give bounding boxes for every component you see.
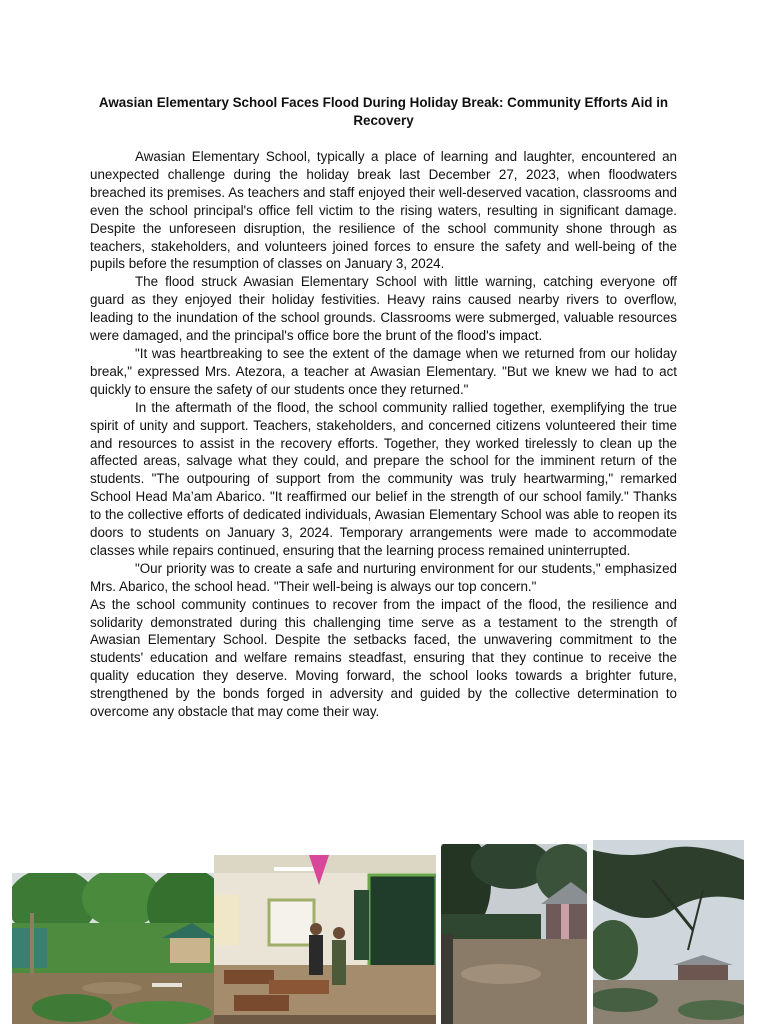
paragraph-2: The flood struck Awasian Elementary School with little warning, catching everyone off guard as they enjoyed their holiday festivities. Heavy rains caused nearby rivers to overflow, leading to the inundation of the school grounds. Classrooms were submerged, valuable resources were damaged, and the principal's office bore the brunt of the flood's impact. xyxy=(90,274,677,344)
paragraph-3: "It was heartbreaking to see the extent of the damage when we returned from our holiday break," expressed Mrs. Atezora, a teacher at Awasian Elementary. "But we knew we had to act quickly to ensure the safety of our students once they returned." xyxy=(90,345,677,397)
paragraph-4: In the aftermath of the flood, the school community rallied together, exemplifying the true spirit of unity and support. Teachers, stakeholders, and concerned citizens volunteered their time and resources to assist in the recovery efforts. Together, they worked tirelessly to clean up the affected areas, salvage what they could, and prepare the school for the imminent return of the students. "The outpouring of support from the community was truly heartwarming," remarked School Head Ma’am Abarico. "It reaffirmed our belief in the strength of our school family." Thanks to the collective efforts of dedicated individuals, Awasian Elementary School was able to reopen its doors to students on January 3, 2024. Temporary arrangements were made to accommodate classes while repairs continued, ensuring that the learning process remained uninterrupted. xyxy=(90,399,677,558)
paragraph-6: As the school community continues to recover from the impact of the flood, the resilience and solidarity demonstrated during this challenging time serve as a testament to the strength of Awasian Elementary School. Despite the setbacks faced, the unwavering commitment to the students' education and welfare remains steadfast, ensuring that they continue to receive the quality education they deserve. Moving forward, the school looks towards a brighter future, strengthened by the bonds forged in adversity and guided by the collective determination to overcome any obstacle that may come their way. xyxy=(90,596,677,720)
photo-flooded-schoolyard xyxy=(12,873,216,1024)
article-body xyxy=(90,148,677,721)
article-title: Awasian Elementary School Faces Flood During Holiday Break: Community Efforts Aid in Recovery xyxy=(98,95,669,128)
paragraph-1: Awasian Elementary School, typically a place of learning and laughter, encountered an unexpected challenge during the holiday break last December 27, 2023, when floodwaters breached its premises. As teachers and staff enjoyed their well-deserved vacation, classrooms and even the school principal's office fell victim to the rising waters, resulting in significant damage. Despite the unforeseen disruption, the resilience of the school community shone through as teachers, stakeholders, and volunteers joined forces to ensure the safety and well-being of the pupils before the resumption of classes on January 3, 2024. xyxy=(90,149,677,272)
photo-flooded-grounds-trees xyxy=(593,840,744,1024)
photo-flooded-walkway xyxy=(441,844,587,1024)
paragraph-5: "Our priority was to create a safe and nurturing environment for our students," emphasized Mrs. Abarico, the school head. "Their well-being is always our top concern." xyxy=(90,560,677,594)
photo-classroom-cleanup xyxy=(214,855,436,1024)
